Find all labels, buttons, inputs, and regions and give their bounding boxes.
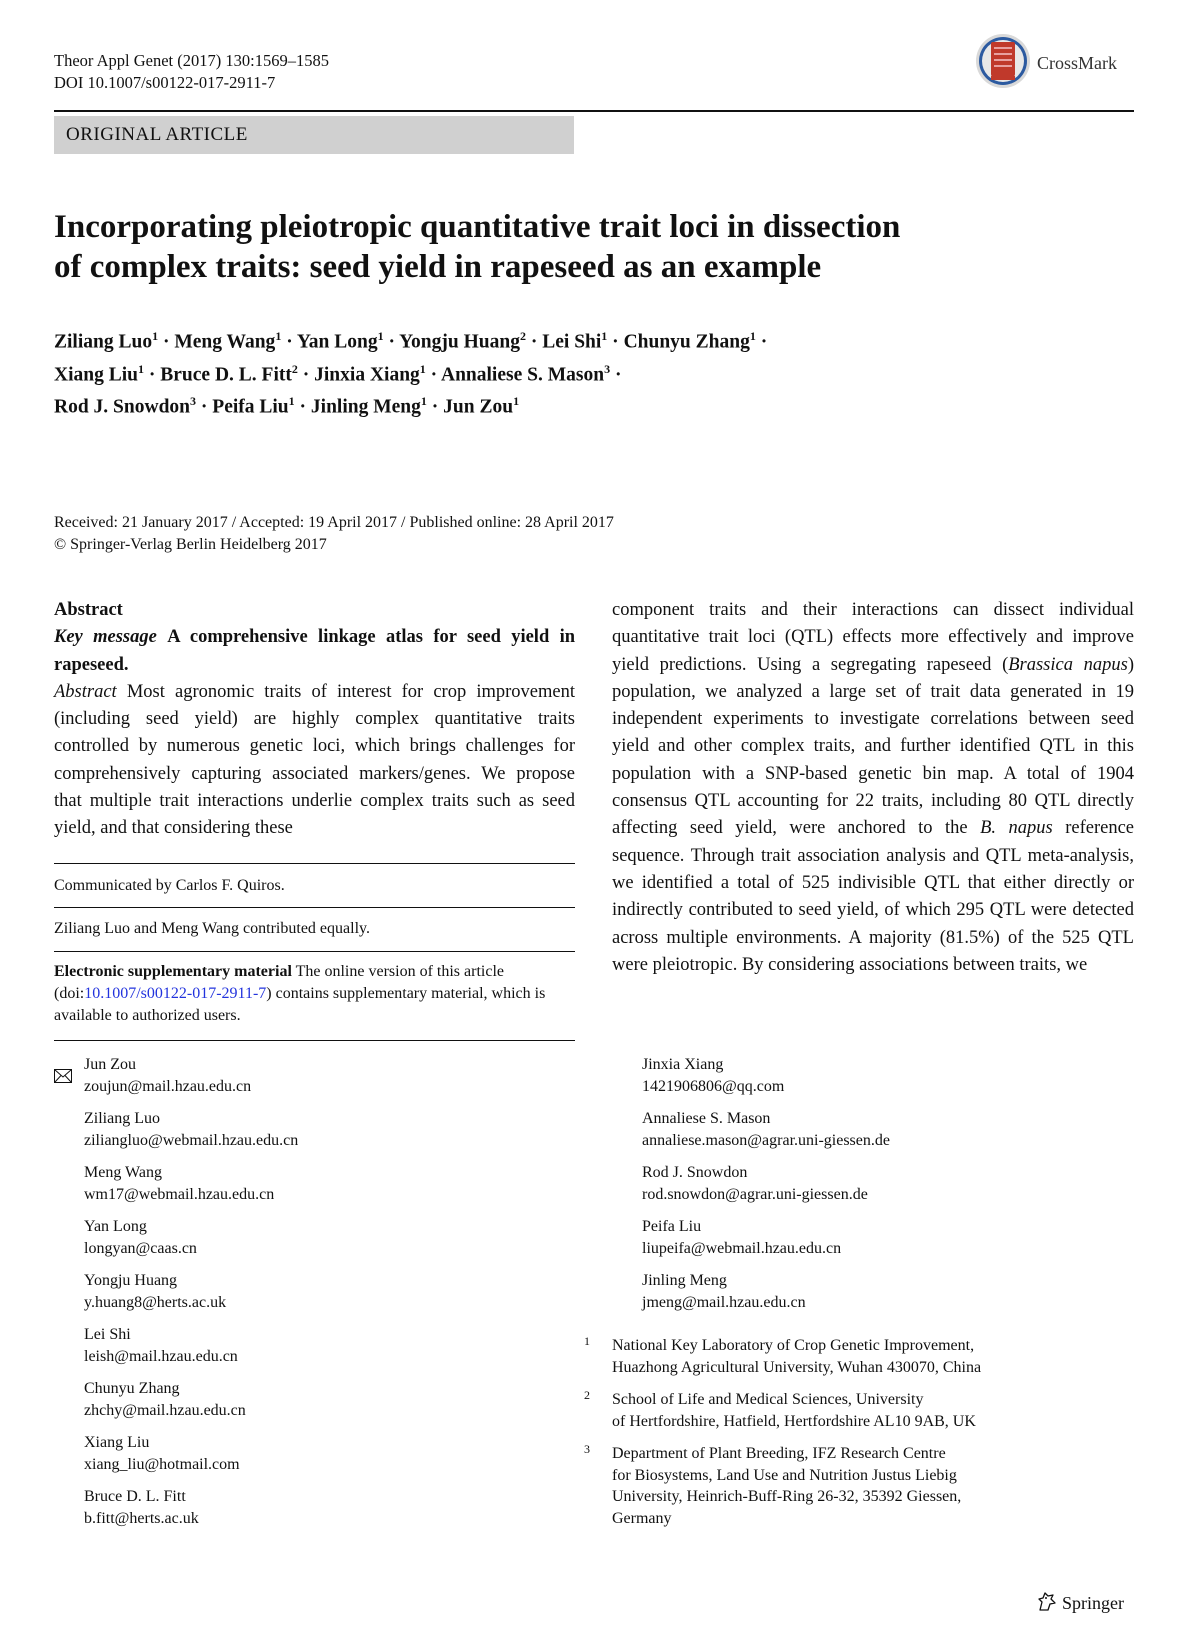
species-name: B. napus	[980, 818, 1053, 839]
contact-email[interactable]: xiang_liu@hotmail.com	[84, 1455, 240, 1473]
article-type-banner: ORIGINAL ARTICLE	[54, 116, 574, 154]
abstract-left-column	[54, 597, 575, 843]
author-affiliation-mark: 1	[513, 394, 520, 408]
key-message-label: Key message	[54, 627, 157, 648]
article-title	[54, 207, 1054, 287]
author-name[interactable]: Jinling Meng	[310, 396, 421, 418]
contact-email[interactable]: longyan@caas.cn	[84, 1239, 197, 1257]
abstract-label: Abstract	[54, 681, 117, 702]
affiliation	[584, 1388, 1072, 1432]
contact-entry	[84, 1324, 544, 1367]
contact-entry	[84, 1378, 544, 1421]
equal-contribution-note: Ziliang Luo and Meng Wang contributed equally.	[54, 920, 370, 937]
esm-label: Electronic supplementary material	[54, 963, 292, 980]
author-affiliation-mark: 1	[288, 394, 295, 408]
author-name[interactable]: Jun Zou	[443, 396, 514, 418]
esm-text: ) contains supplementary material, which is available to authorized users.	[54, 985, 546, 1024]
contact-name: Jun Zou	[84, 1056, 136, 1073]
header-rule	[54, 110, 1134, 112]
communicated-note: Communicated by Carlos F. Quiros.	[54, 877, 285, 894]
author-line-3: Rod J. Snowdon$^3$ · Peifa Liu$^1$ · Jinling Meng$^1$ · Jun Zou$^1$	[54, 394, 520, 418]
author-name[interactable]: Meng Wang	[174, 331, 276, 353]
contact-name: Xiang Liu	[84, 1434, 150, 1451]
contact-email[interactable]: y.huang8@herts.ac.uk	[84, 1293, 227, 1311]
contact-name: Peifa Liu	[642, 1218, 702, 1235]
abstract-continued-text: ) population, we analyzed a large set of trait data generated in 19 independent experiments to investigate correlations between seed yield and other complex traits, and further identified QTL in this population with a SNP-based genetic bin map. A total of 1904 consensus QTL accounting for 22 traits, including 80 QTL directly affecting seed yield, were anchored to the	[612, 654, 1134, 839]
author-affiliation-mark: 2	[519, 329, 526, 343]
contact-entry	[84, 1054, 544, 1097]
author-list	[54, 323, 914, 421]
abstract-right-column	[612, 597, 1134, 979]
contact-name: Meng Wang	[84, 1164, 162, 1181]
author-affiliation-mark: 1	[601, 329, 608, 343]
footnote-rule	[54, 951, 575, 952]
contact-entry	[642, 1162, 1102, 1205]
author-name[interactable]: Annaliese S. Mason	[440, 364, 605, 385]
affiliation-number: 1	[584, 1334, 590, 1348]
contact-entry	[642, 1270, 1102, 1313]
author-line-2: Xiang Liu$^1$ · Bruce D. L. Fitt$^2$ · Jinxia Xiang$^1$ · Annaliese S. Mason$^3$ ·	[54, 361, 622, 385]
species-name: Brassica napus	[1008, 654, 1128, 675]
contact-email[interactable]: annaliese.mason@agrar.uni-giessen.de	[642, 1131, 890, 1149]
author-name[interactable]: Yan Long	[296, 331, 378, 353]
crossmark-label: CrossMark	[1037, 53, 1117, 73]
supplementary-note	[54, 961, 575, 1027]
author-affiliation-mark: 1	[377, 329, 384, 343]
contact-entry	[642, 1216, 1102, 1259]
affiliation-line: Germany	[612, 1509, 672, 1527]
contact-entry	[84, 1432, 544, 1475]
contact-name: Bruce D. L. Fitt	[84, 1488, 186, 1505]
publisher-logo	[1036, 1590, 1124, 1617]
contact-name: Jinxia Xiang	[642, 1056, 724, 1073]
title-line-2: of complex traits: seed yield in rapeseed as an example	[54, 249, 822, 285]
contact-entry	[84, 1486, 544, 1529]
contact-name: Jinling Meng	[642, 1272, 727, 1289]
contact-email[interactable]: liupeifa@webmail.hzau.edu.cn	[642, 1239, 842, 1257]
title-line-1: Incorporating pleiotropic quantitative trait loci in dissection	[54, 209, 901, 245]
affiliation	[584, 1334, 1072, 1378]
author-affiliation-mark: 2	[291, 361, 298, 376]
contact-email[interactable]: wm17@webmail.hzau.edu.cn	[84, 1185, 275, 1203]
envelope-icon	[54, 1069, 72, 1088]
contact-name: Annaliese S. Mason	[642, 1110, 771, 1127]
contact-name: Rod J. Snowdon	[642, 1164, 748, 1181]
footnote-rule	[54, 863, 575, 864]
key-message-text: A comprehensive linkage atlas for seed yield in rapeseed.	[54, 627, 576, 675]
springer-horse-icon	[1036, 1590, 1058, 1617]
contact-name: Lei Shi	[84, 1326, 131, 1343]
dates-line: Received: 21 January 2017 / Accepted: 19 April 2017 / Published online: 28 April 2017	[54, 514, 614, 531]
contact-entry	[642, 1108, 1102, 1151]
abstract-continued-text: component traits and their interactions can dissect individual quantitative trait loci (QTL) effects more effectively and improve yield predictions. Using a segregating rapeseed (	[612, 600, 1134, 675]
journal-doi-line: DOI 10.1007/s00122-017-2911-7	[54, 73, 276, 92]
author-name[interactable]: Yongju Huang	[399, 331, 520, 353]
affiliation-line: for Biosystems, Land Use and Nutrition Justus Liebig	[612, 1466, 957, 1484]
contact-name: Chunyu Zhang	[84, 1380, 180, 1397]
crossmark-badge[interactable]	[975, 33, 1117, 94]
affiliation-number: 2	[584, 1388, 590, 1402]
author-affiliation-mark: 1	[275, 329, 282, 343]
footnote-rule	[54, 1040, 575, 1041]
publication-history	[54, 512, 774, 556]
contact-name: Yan Long	[84, 1218, 147, 1235]
footnote-rule	[54, 907, 575, 908]
journal-citation	[54, 50, 329, 94]
crossmark-icon	[975, 33, 1031, 94]
author-affiliation-mark: 1	[749, 329, 756, 343]
contact-email[interactable]: leish@mail.hzau.edu.cn	[84, 1347, 238, 1365]
affiliation-line: University, Heinrich-Buff-Ring 26-32, 35392 Giessen,	[612, 1488, 962, 1505]
affiliation-line: Huazhong Agricultural University, Wuhan 430070, China	[612, 1358, 982, 1376]
abstract-text: Most agronomic traits of interest for crop improvement (including seed yield) are highly complex quantitative traits controlled by numerous genetic loci, which brings challenges for comprehensively capturing associated markers/genes. We propose that multiple trait interactions underlie complex traits such as seed yield, and that considering these	[54, 681, 576, 839]
author-name[interactable]: Bruce D. L. Fitt	[160, 364, 292, 385]
affiliation	[584, 1442, 1072, 1529]
contact-entry	[84, 1108, 544, 1151]
contact-entry	[84, 1162, 544, 1205]
affiliation-number: 3	[584, 1442, 590, 1456]
contact-entry	[84, 1270, 544, 1313]
abstract-continued-text: reference sequence. Through trait association analysis and QTL meta-analysis, we identified a total of 525 indivisible QTL that either directly or indirectly contributed to seed yield, of which 295 QTL were detected across multiple environments. A majority (81.5%) of the 525 QTL were pleiotropic. By considering associations between traits, we	[612, 818, 1135, 975]
affiliation-line: School of Life and Medical Sciences, University	[612, 1391, 924, 1408]
contact-email[interactable]: zoujun@mail.hzau.edu.cn	[84, 1077, 252, 1095]
copyright-line: © Springer-Verlag Berlin Heidelberg 2017	[54, 536, 327, 553]
author-name[interactable]: Jinxia Xiang	[314, 364, 420, 385]
contact-email[interactable]: jmeng@mail.hzau.edu.cn	[642, 1293, 806, 1311]
doi-link[interactable]: 10.1007/s00122-017-2911-7	[84, 985, 267, 1002]
author-name[interactable]: Peifa Liu	[212, 396, 289, 418]
journal-volume-line: Theor Appl Genet (2017) 130:1569–1585	[54, 51, 329, 70]
abstract-heading: Abstract	[54, 600, 123, 620]
author-name[interactable]: Chunyu Zhang	[623, 331, 750, 353]
affiliation-line: of Hertfordshire, Hatfield, Hertfordshire AL10 9AB, UK	[612, 1412, 976, 1430]
contact-email[interactable]: ziliangluo@webmail.hzau.edu.cn	[84, 1131, 299, 1149]
author-affiliation-mark: 1	[419, 361, 426, 376]
affiliation-line: National Key Laboratory of Crop Genetic Improvement,	[612, 1337, 975, 1354]
author-affiliation-mark: 1	[138, 361, 144, 376]
contact-email[interactable]: zhchy@mail.hzau.edu.cn	[84, 1401, 246, 1419]
contact-entry	[84, 1216, 544, 1259]
contact-name: Yongju Huang	[84, 1272, 178, 1289]
author-name[interactable]: Ziliang Luo	[54, 331, 153, 353]
key-message	[54, 624, 575, 679]
contact-email[interactable]: b.fitt@herts.ac.uk	[84, 1509, 199, 1527]
esm-text: The online version of this article (doi:	[54, 963, 504, 1002]
contact-email[interactable]: rod.snowdon@agrar.uni-giessen.de	[642, 1185, 868, 1203]
author-line-1: Ziliang Luo$^1$ · Meng Wang$^1$ · Yan Long$^1$ · Yongju Huang$^2$ · Lei Shi$^1$ · Chunyu Zhang$^1$ ·	[54, 329, 768, 353]
author-name[interactable]: Lei Shi	[542, 331, 602, 353]
abstract-paragraph	[54, 679, 575, 843]
contact-entry	[642, 1054, 1102, 1097]
author-affiliation-mark: 3	[604, 361, 611, 376]
author-affiliation-mark: 1	[152, 329, 159, 343]
author-affiliation-mark: 3	[190, 394, 197, 408]
author-name[interactable]: Xiang Liu	[54, 364, 138, 385]
contact-email[interactable]: 1421906806@qq.com	[642, 1077, 785, 1095]
author-affiliation-mark: 1	[420, 394, 427, 408]
affiliation-line: Department of Plant Breeding, IFZ Research Centre	[612, 1445, 946, 1462]
publisher-name: Springer	[1062, 1593, 1124, 1613]
author-name[interactable]: Rod J. Snowdon	[54, 396, 191, 418]
contact-name: Ziliang Luo	[84, 1110, 160, 1127]
